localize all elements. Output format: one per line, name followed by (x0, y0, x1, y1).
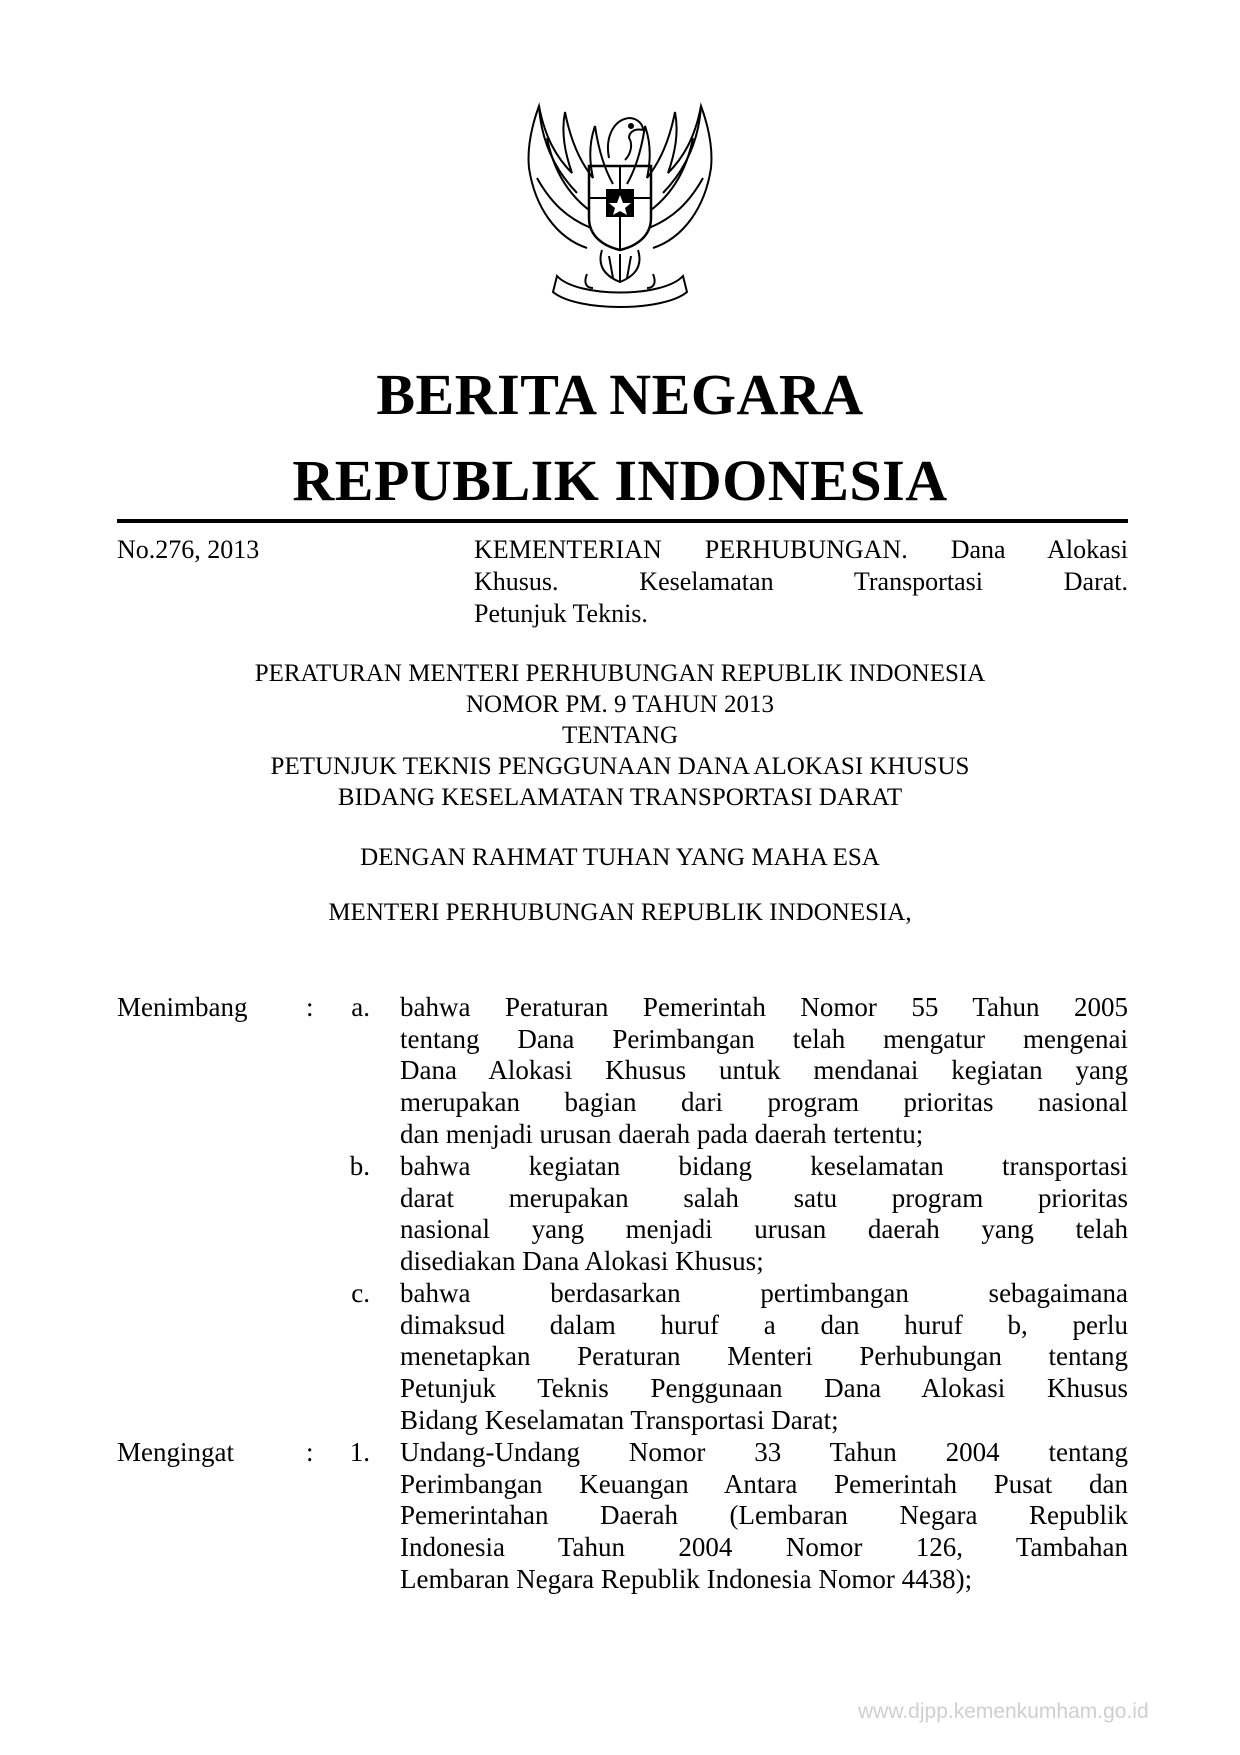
item-marker: 1. (349, 1437, 370, 1467)
mengingat-label: Mengingat (117, 1437, 234, 1467)
item-line: bahwa kegiatan bidang keselamatan transportasi (400, 1151, 1128, 1181)
item-line: Lembaran Negara Republik Indonesia Nomor 4438); (400, 1563, 973, 1594)
item-marker: b. (349, 1151, 370, 1181)
item-line: Petunjuk Teknis Penggunaan Dana Alokasi Khusus (400, 1373, 1128, 1404)
menimbang-item-b (400, 1151, 1128, 1278)
header-divider (117, 519, 1128, 523)
item-line: tentang Dana Perimbangan telah mengatur mengenai (400, 1023, 1128, 1054)
item-line: darat merupakan salah satu program prioritas (400, 1182, 1128, 1213)
item-line: Perimbangan Keuangan Antara Pemerintah Pusat dan (400, 1468, 1128, 1499)
minister-line: MENTERI PERHUBUNGAN REPUBLIK INDONESIA, (328, 899, 912, 926)
item-line: merupakan bagian dari program prioritas nasional (400, 1087, 1128, 1118)
gazette-subject (474, 534, 1128, 630)
invocation: DENGAN RAHMAT TUHAN YANG MAHA ESA (360, 844, 880, 871)
item-line: menetapkan Peraturan Menteri Perhubungan tentang (400, 1341, 1128, 1372)
menimbang-item-c (400, 1278, 1128, 1437)
title-line: NOMOR PM. 9 TAHUN 2013 (466, 691, 774, 718)
item-line: dimaksud dalam huruf a dan huruf b, perlu (400, 1309, 1128, 1340)
subject-line: Petunjuk Teknis. (474, 599, 648, 628)
subject-line: KEMENTERIAN PERHUBUNGAN. Dana Alokasi (474, 535, 1128, 564)
item-line: Undang-Undang Nomor 33 Tahun 2004 tentang (400, 1437, 1128, 1467)
subject-line: Khusus. Keselamatan Transportasi Darat. (474, 567, 1128, 596)
item-line: bahwa Peraturan Pemerintah Nomor 55 Tahun 2005 (400, 992, 1128, 1022)
title-line: PERATURAN MENTERI PERHUBUNGAN REPUBLIK INDONESIA (254, 660, 986, 687)
item-line: bahwa berdasarkan pertimbangan sebagaimana (400, 1278, 1128, 1308)
item-line: nasional yang menjadi urusan daerah yang telah (400, 1214, 1128, 1245)
gazette-number: No.276, 2013 (117, 535, 260, 564)
menimbang-label: Menimbang (117, 992, 248, 1022)
item-line: Indonesia Tahun 2004 Nomor 126, Tambahan (400, 1532, 1128, 1563)
item-line: dan menjadi urusan daerah pada daerah tertentu; (400, 1118, 924, 1149)
item-line: Bidang Keselamatan Transportasi Darat; (400, 1404, 839, 1435)
menimbang-item-a (400, 992, 1128, 1151)
menimbang-colon: : (306, 992, 314, 1022)
item-marker: c. (351, 1278, 370, 1308)
watermark-url: www.djpp.kemenkumham.go.id (858, 1700, 1149, 1723)
masthead-line2: REPUBLIK INDONESIA (292, 448, 948, 513)
title-line: TENTANG (561, 722, 679, 749)
regulation-title (0, 658, 1240, 813)
mengingat-colon: : (306, 1437, 314, 1467)
item-marker: a. (351, 992, 370, 1022)
item-line: Pemerintahan Daerah (Lembaran Negara Republik (400, 1500, 1128, 1531)
title-line: BIDANG KESELAMATAN TRANSPORTASI DARAT (337, 784, 903, 811)
garuda-emblem-icon (517, 98, 723, 310)
masthead-line1: BERITA NEGARA (376, 362, 864, 427)
mengingat-item-1 (400, 1437, 1128, 1596)
item-line: Dana Alokasi Khusus untuk mendanai kegiatan yang (400, 1055, 1128, 1086)
item-line: disediakan Dana Alokasi Khusus; (400, 1246, 764, 1277)
title-line: PETUNJUK TEKNIS PENGGUNAAN DANA ALOKASI KHUSUS (270, 753, 970, 780)
